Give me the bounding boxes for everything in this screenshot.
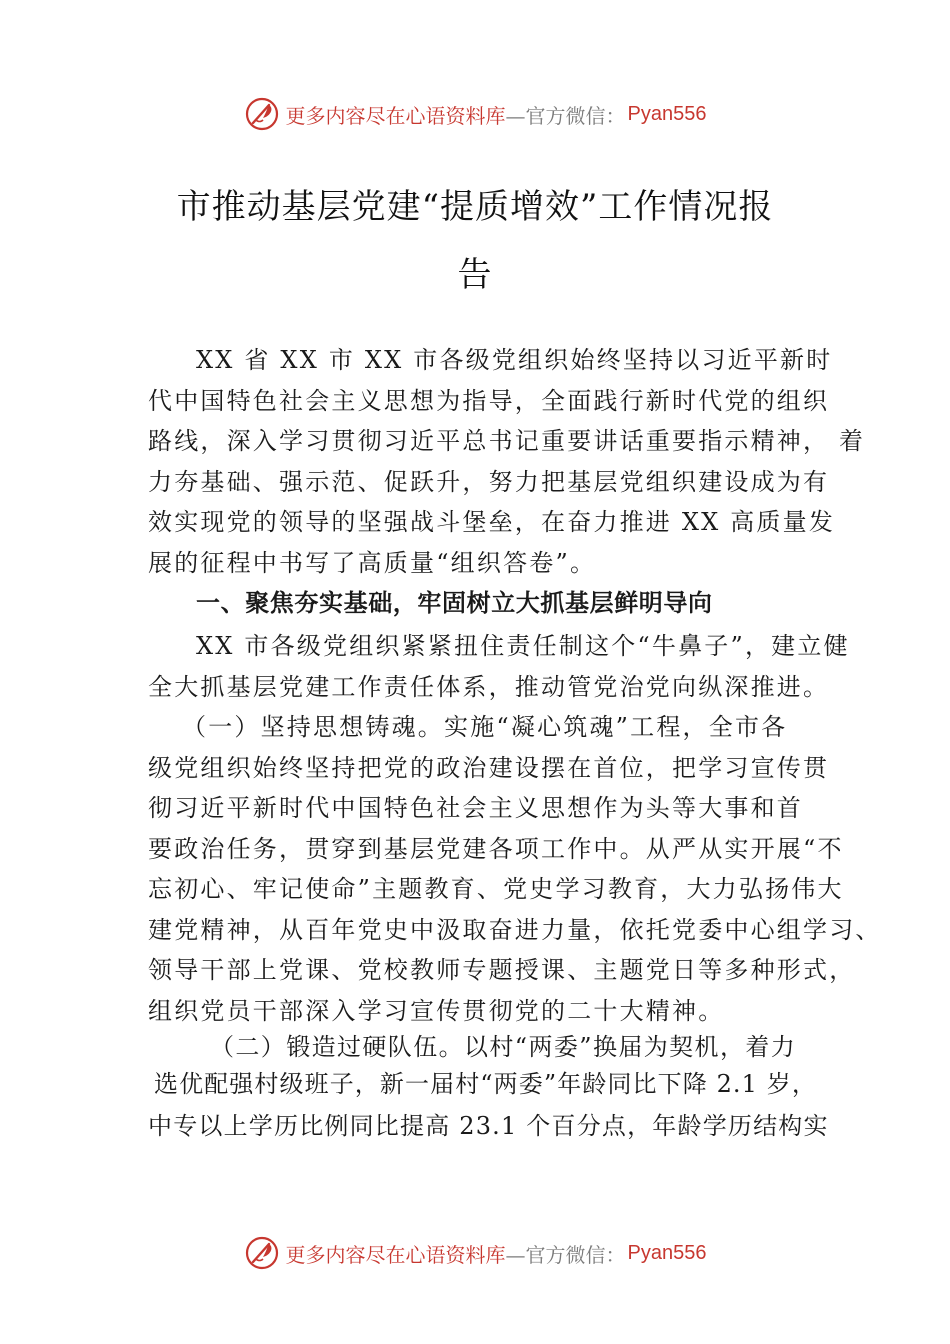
paragraph-line: 级党组织始终坚持把党的政治建设摆在首位，把学习宣传贯 [148,754,830,782]
paragraph-line: 路线，深入学习贯彻习近平总书记重要讲话重要指示精神， 着 [148,427,866,455]
paragraph-line: 代中国特色社会主义思想为指导，全面践行新时代党的组织 [148,387,830,415]
paragraph-line: 彻习近平新时代中国特色社会主义思想作为头等大事和首 [148,794,803,822]
paragraph-line: 效实现党的领导的坚强战斗堡垒，在奋力推进 XX 高质量发 [148,508,836,536]
paragraph-line: 要政治任务，贯穿到基层党建各项工作中。从严从实开展“不 [148,835,844,863]
footer-watermark-banner [0,1233,950,1273]
section-heading: 一、聚焦夯实基础，牢固树立大抓基层鲜明导向 [196,589,713,617]
document-title-line-1: 市推动基层党建“提质增效”工作情况报 [176,187,774,227]
watermark-wechat-id: Pyan556 [627,102,707,125]
paragraph-line: （二）锻造过硬队伍。以村“两委”换届为契机，着力 [210,1033,797,1061]
header-watermark-banner [0,94,950,134]
watermark-main-text: 更多内容尽在心语资料库 [285,1242,506,1267]
paragraph-line: 组织党员干部深入学习宣传贯彻党的二十大精神。 [148,997,725,1025]
paragraph-line: 全大抓基层党建工作责任体系，推动管党治党向纵深推进。 [148,673,830,701]
paragraph-line: 力夯基础、强示范、促跃升，努力把基层党组织建设成为有 [148,468,830,496]
paragraph-line: 忘初心、牢记使命”主题教育、党史学习教育，大力弘扬伟大 [148,875,844,903]
paragraph-line: 展的征程中书写了高质量“组织答卷”。 [148,549,597,577]
quill-logo-icon [244,96,280,132]
watermark-sub-text: —官方微信： [505,1242,626,1267]
paragraph-line: 领导干部上党课、党校教师专题授课、主题党日等多种形式， [148,956,856,984]
document-title-line-2: 告 [457,255,493,295]
paragraph-line: 建党精神，从百年党史中汲取奋进力量，依托党委中心组学习、 [148,916,882,944]
paragraph-line: （一）坚持思想铸魂。实施“凝心筑魂”工程，全市各 [182,713,788,741]
paragraph-line: XX 省 XX 市 XX 市各级党组织始终坚持以习近平新时 [196,346,833,374]
watermark-wechat-id: Pyan556 [627,1241,707,1264]
paragraph-line: XX 市各级党组织紧紧扭住责任制这个“牛鼻子”，建立健 [196,632,850,660]
watermark-main-text: 更多内容尽在心语资料库 [285,103,506,128]
watermark-sub-text: —官方微信： [505,103,626,128]
paragraph-line: 中专以上学历比例同比提高 23.1 个百分点，年龄学历结构实 [148,1112,829,1140]
quill-logo-icon [244,1235,280,1271]
paragraph-line: 选优配强村级班子，新一届村“两委”年龄同比下降 2.1 岁， [154,1070,817,1098]
